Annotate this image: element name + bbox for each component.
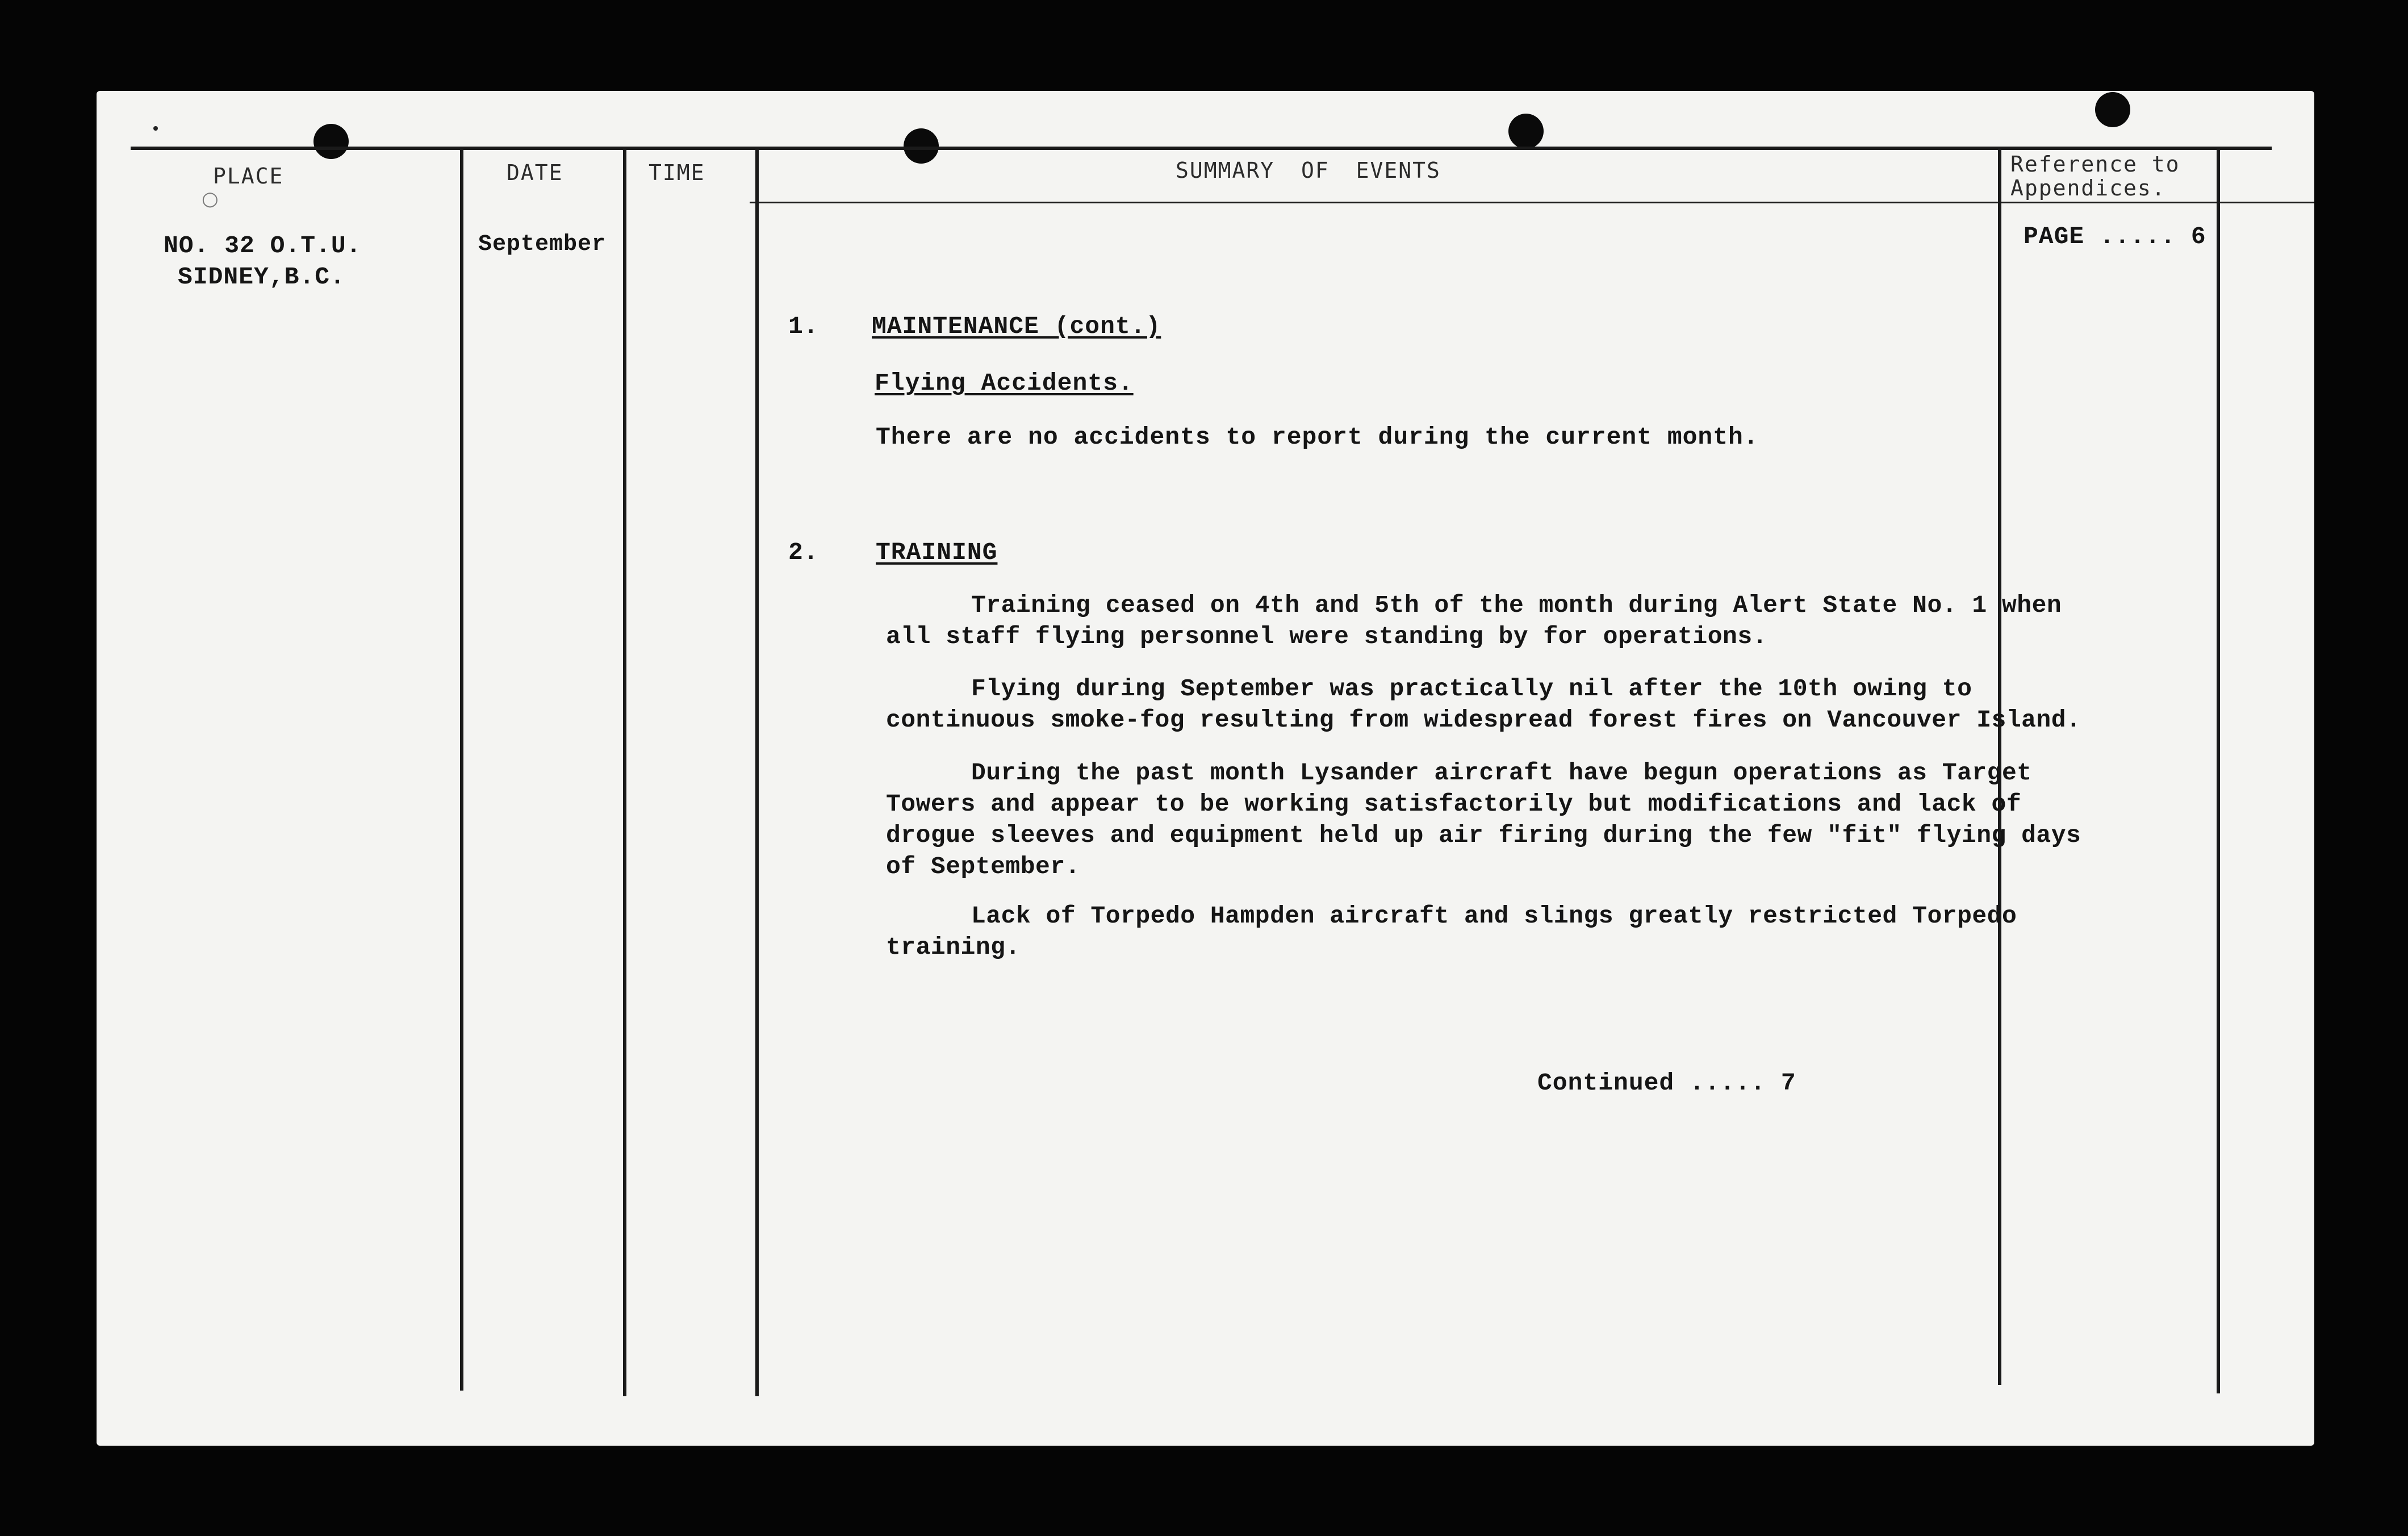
training-paragraph-1: Training ceased on 4th and 5th of the month during Alert State No. 1 when all staff flying personnel were standing by for operations. [886,591,2062,650]
training-paragraph-2: Flying during September was practically nil after the 10th owing to continuous smoke-fog resulting from widespread forest fires on Vancouver Island. [886,675,2081,734]
document-page [97,91,2314,1446]
training-paragraph-3: During the past month Lysander aircraft have begun operations as Target Towers and appear to be working satisfactorily but modifications and lack of drogue sleeves and equipment held up air firing during the few "fit" flying days of September. [886,759,2081,880]
punch-hole [2095,92,2130,127]
header-reference-to-appendices: Reference to Appendices. [2010,152,2180,201]
section-1-text: There are no accidents to report during the current month. [876,423,1759,451]
punch-hole [904,128,939,164]
section-2-heading: TRAINING [876,539,998,566]
header-bottom-rule [750,202,2314,203]
training-paragraph-4: Lack of Torpedo Hampden aircraft and slings greatly restricted Torpedo training. [886,902,2017,961]
entry-date: September [478,232,607,257]
page-reference: PAGE ..... 6 [2024,223,2206,251]
section-1-subheading: Flying Accidents. [875,369,1134,397]
punch-hole [1508,114,1544,149]
section-2-number: 2. [788,539,819,566]
header-top-rule [131,147,2272,150]
place-unit: NO. 32 O.T.U. [164,232,362,260]
header-place: PLACE [213,164,284,189]
continued-note: Continued ..... 7 [1537,1069,1796,1097]
column-divider-date-time [623,147,626,1396]
header-date: DATE [507,160,563,185]
ink-speck [153,126,158,131]
section-1-number: 1. [788,312,819,340]
column-right-edge [2217,147,2220,1393]
punch-hole [313,124,349,159]
column-divider-time-summary [755,147,759,1396]
column-divider-place-date [460,147,463,1391]
pencil-mark: ○ [202,187,219,210]
place-location: SIDNEY,B.C. [178,263,345,291]
section-1-heading: MAINTENANCE (cont.) [872,312,1161,340]
header-time: TIME [649,160,705,185]
header-summary-of-events: SUMMARY OF EVENTS [1176,158,1441,183]
